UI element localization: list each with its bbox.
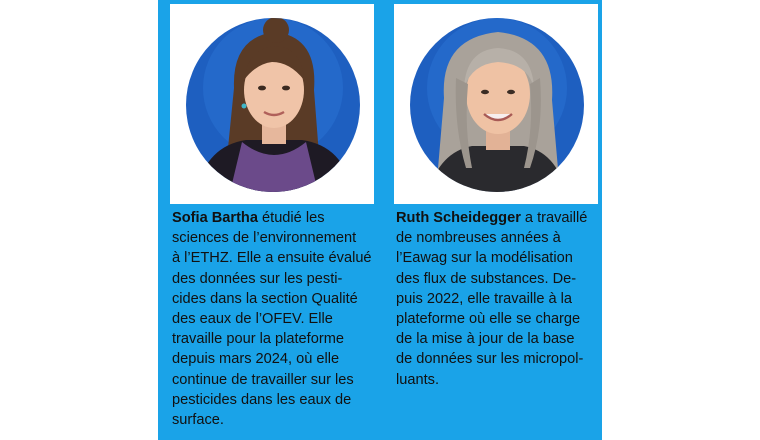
bio-line: de la mise à jour de la base — [396, 331, 575, 348]
bio-line: pesticides dans les eaux de — [172, 391, 352, 408]
person-name: Ruth Scheidegger — [396, 210, 521, 226]
portrait-illustration-sofia — [186, 18, 360, 192]
bio-line: de nombreuses années à — [396, 230, 561, 247]
bio-ruth-scheidegger — [396, 208, 600, 390]
bio-sofia-bartha — [172, 208, 378, 430]
bio-line: travaille pour la plateforme — [172, 331, 344, 348]
bio-line: de données sur les micropol- — [396, 351, 584, 368]
bio-line: des données sur les pesti- — [172, 270, 343, 287]
bio-line: l’Eawag sur la modélisation — [396, 250, 573, 267]
bio-line: depuis mars 2024, où elle — [172, 351, 340, 368]
bio-line: des flux de substances. De- — [396, 270, 577, 287]
bio-line: des eaux de l’OFEV. Elle — [172, 311, 333, 328]
portrait-card-ruth-scheidegger — [394, 4, 598, 204]
bio-line: Sofia Bartha étudié les — [172, 210, 325, 226]
portrait-illustration-ruth — [410, 18, 584, 192]
bio-line: surface. — [172, 412, 224, 429]
portrait-card-sofia-bartha — [170, 4, 374, 204]
bio-line: luants. — [396, 371, 439, 388]
bio-line: à l’ETHZ. Elle a ensuite évalué — [172, 250, 372, 267]
bio-line: continue de travailler sur les — [172, 371, 354, 388]
person-name: Sofia Bartha — [172, 210, 258, 226]
bio-line: sciences de l’environnement — [172, 230, 357, 247]
bio-line: puis 2022, elle travaille à la — [396, 290, 573, 307]
portrait-photo-ruth-scheidegger — [410, 18, 584, 192]
portrait-photo-sofia-bartha — [186, 18, 360, 192]
bio-line: plateforme où elle se charge — [396, 311, 581, 328]
bio-line: Ruth Scheidegger a travaillé — [396, 210, 588, 226]
bio-line: cides dans la section Qualité — [172, 290, 358, 307]
